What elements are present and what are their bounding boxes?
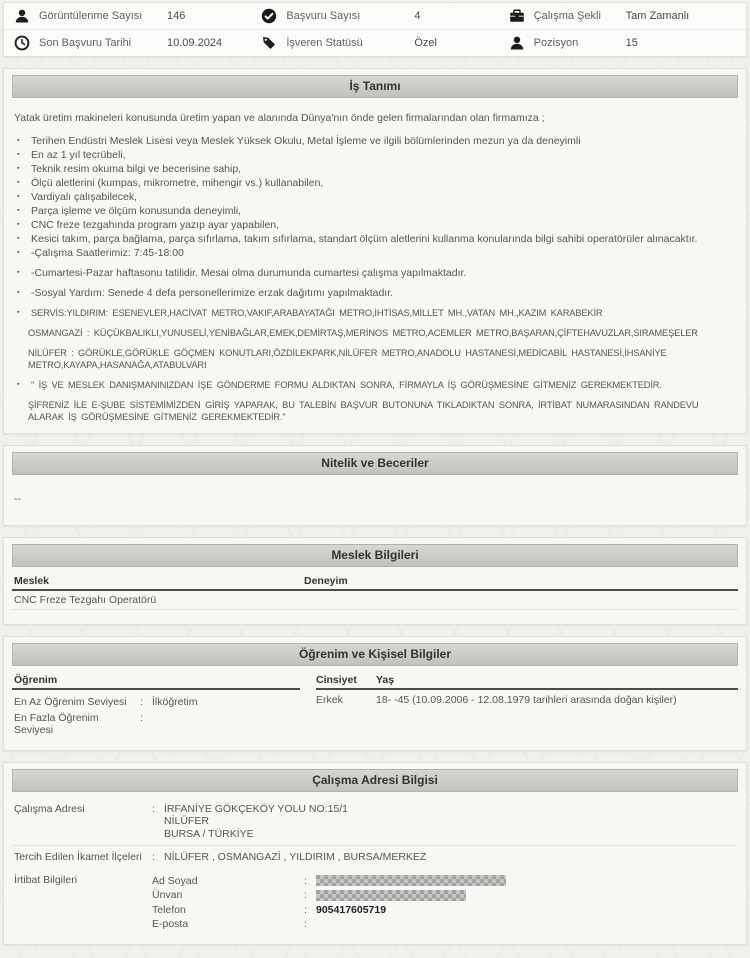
check-circle-icon <box>261 8 277 24</box>
job-item <box>14 177 736 189</box>
contact-field <box>152 917 736 932</box>
job-item-text: OSMANGAZİ : KÜÇÜKBALIKLI,YUNUSELİ,YENİBAĞLAR,EMEK,DEMİRTAŞ,MERİNOS METRO,ACEMLER METRO,BAŞARAN,ÇİFTEHAVUZLAR,SIRAMEŞELER <box>28 327 698 338</box>
address-row <box>12 846 738 869</box>
bullet-icon: ▪ <box>17 164 20 172</box>
redacted-value <box>316 875 506 886</box>
meslek-table-header <box>12 573 738 591</box>
job-item-text: Terihen Endüstri Meslek Lisesi veya Meslek Yüksek Okulu, Metal İşleme ve ilgili bölümlerinden mezun ya da deneyimli <box>31 134 581 147</box>
stat-value: 15 <box>625 37 638 49</box>
bullet-icon: ▪ <box>17 220 20 228</box>
stat-cell <box>4 3 251 29</box>
bullet-icon: ▪ <box>17 178 20 186</box>
colon: : <box>152 851 155 864</box>
stat-label: Çalışma Şekli <box>533 10 601 22</box>
person-icon <box>14 8 30 24</box>
bullet-icon: ▪ <box>17 136 20 144</box>
job-item-text: Vardiyalı çalışabilecek, <box>31 190 138 203</box>
bullet-icon: ▪ <box>17 150 20 158</box>
job-item <box>14 267 736 279</box>
job-item-text: -Çalışma Saatlerimiz: 7:45-18:00 <box>31 246 184 259</box>
job-item <box>14 247 736 259</box>
redacted-value <box>316 890 466 901</box>
contact-field-label: Telefon <box>152 903 186 916</box>
column-header-cinsiyet: Cinsiyet <box>316 673 357 686</box>
bullet-icon: ▪ <box>17 308 20 316</box>
column-header-meslek: Meslek <box>14 574 50 587</box>
ogrenim-left-block <box>12 672 316 738</box>
job-item-text: ŞİFRENİZ İLE E-ŞUBE SİSTEMİMİZDEN GİRİŞ YAPARAK, BU TALEBİN BAŞVUR BUTONUNA TIKLADIKTAN SONRA, İRTİBAT NUMARASINDAN RANDEVU ALARAK İŞ GÖRÜŞMESİNE GİTMENİZ GEREKMEKTEDİR." <box>28 399 699 422</box>
contact-field-value: 905417605719 <box>316 903 387 916</box>
colon: : <box>140 695 143 708</box>
address-line: NİLÜFER <box>164 815 209 828</box>
table-row <box>12 591 738 610</box>
bullet-icon: ▪ <box>17 192 20 200</box>
colon: : <box>140 711 143 724</box>
job-item <box>14 399 736 423</box>
stats-row-0 <box>4 3 746 30</box>
job-item <box>14 205 736 217</box>
section-title-adres: Çalışma Adresi Bilgisi <box>12 769 738 792</box>
job-item-text: " İŞ VE MESLEK DANIŞMANINIZDAN İŞE GÖNDERME FORMU ALDIKTAN SONRA, FİRMAYLA İŞ GÖRÜŞMESİNE GİTMENİZ GEREKMEKTEDİR. <box>31 379 662 390</box>
address-line: NİLÜFER , OSMANGAZİ , YILDIRIM , BURSA/MERKEZ <box>164 851 427 864</box>
section-meslek <box>3 537 747 625</box>
section-title-is-tanimi: İş Tanımı <box>12 75 738 98</box>
colon: : <box>152 802 155 815</box>
meslek-cell: CNC Freze Tezgahı Operatörü <box>14 593 157 606</box>
tag-icon <box>261 35 277 51</box>
contact-field <box>152 888 736 903</box>
ogrenim-rows <box>12 694 300 738</box>
stat-label: Başvuru Sayısı <box>286 10 361 22</box>
section-adres <box>3 762 747 945</box>
ogrenim-row-label: En Fazla Öğrenim Seviyesi <box>14 711 99 736</box>
job-item <box>14 163 736 175</box>
nitelik-content: -- <box>14 492 21 505</box>
age-range-value: 18- -45 (10.09.2006 - 12.08.1979 tarihleri arasında doğan kişiler) <box>376 693 677 706</box>
address-row-value <box>164 803 736 841</box>
stat-cell <box>499 30 746 56</box>
job-item <box>14 307 736 319</box>
adres-rows <box>12 798 738 869</box>
stat-cell <box>251 30 498 56</box>
contact-field-label: Ad Soyad <box>152 874 198 887</box>
address-row-label: Tercih Edilen İkamet İlçeleri <box>14 851 142 864</box>
job-item <box>14 149 736 161</box>
job-description-intro: Yatak üretim makineleri konusunda üretim yapan ve alanında Dünya'nın önde gelen firmalarından olan firmamıza ; <box>14 112 545 124</box>
stat-value: 146 <box>167 10 186 22</box>
job-item-text: En az 1 yıl tecrübeli, <box>31 148 126 161</box>
ogrenim-row-label: En Az Öğrenim Seviyesi <box>14 695 127 708</box>
job-item <box>14 191 736 203</box>
bullet-icon: ▪ <box>17 234 20 242</box>
section-title-nitelik: Nitelik ve Beceriler <box>12 452 738 475</box>
stat-label: Pozisyon <box>533 37 579 49</box>
address-row-value <box>164 851 736 864</box>
colon: : <box>304 889 307 902</box>
job-items <box>14 135 736 423</box>
job-item <box>14 327 736 339</box>
ogrenim-row-value: İlköğretim <box>152 695 198 708</box>
stat-label: Görüntülenme Sayısı <box>39 10 143 22</box>
stats-row-1 <box>4 30 746 56</box>
stat-value: Özel <box>414 37 437 49</box>
column-header-yas: Yaş <box>376 673 395 686</box>
section-ogrenim <box>3 636 747 751</box>
job-item <box>14 233 736 245</box>
contact-field <box>152 903 736 918</box>
stat-cell <box>251 3 498 29</box>
colon: : <box>304 874 307 887</box>
stat-value: 10.09.2024 <box>167 37 223 49</box>
job-item <box>14 347 736 371</box>
column-header-deneyim: Deneyim <box>304 574 348 587</box>
contact-fields <box>152 874 736 932</box>
contact-row <box>12 869 738 940</box>
contact-field-label: E-posta <box>152 918 189 931</box>
address-row-label: Çalışma Adresi <box>14 802 85 815</box>
ogrenim-row <box>12 710 300 738</box>
job-item-text: -Cumartesi-Pazar haftasonu tatilidir. Mesai olma durumunda cumartesi çalışma yapılmaktadır. <box>31 266 467 279</box>
stat-value: 4 <box>414 10 421 22</box>
briefcase-icon <box>509 8 525 24</box>
contact-field-label: Ünvan <box>152 889 183 902</box>
job-item <box>14 219 736 231</box>
job-item <box>14 379 736 391</box>
meslek-rows <box>12 591 738 610</box>
section-title-meslek: Meslek Bilgileri <box>12 544 738 567</box>
bullet-icon: ▪ <box>17 380 20 388</box>
bullet-icon: ▪ <box>17 206 20 214</box>
contact-field <box>152 874 736 889</box>
contact-row-label: İrtibat Bilgileri <box>14 873 78 886</box>
colon: : <box>304 918 307 931</box>
stat-cell <box>499 3 746 29</box>
ogrenim-row <box>12 694 300 710</box>
section-title-ogrenim: Öğrenim ve Kişisel Bilgiler <box>12 643 738 666</box>
stat-label: Son Başvuru Tarihi <box>39 37 132 49</box>
person-icon <box>509 35 525 51</box>
job-item-text: SERVİS:YILDIRIM: ESENEVLER,HACİVAT METRO,VAKIF,ARABAYATAĞI METRO,İHTİSAS,MİLLET MH.,VATAN MH.,KAZIM KARABEKİR <box>31 307 603 318</box>
stat-cell <box>4 30 251 56</box>
stat-value: Tam Zamanlı <box>625 10 690 22</box>
bullet-icon: ▪ <box>17 288 20 296</box>
job-item-text: Ölçü aletlerini (kumpas, mikrometre, mihengir vs.) kullanabilen, <box>31 176 324 189</box>
job-item <box>14 287 736 299</box>
bullet-icon: ▪ <box>17 268 20 276</box>
address-row <box>12 798 738 847</box>
stat-label: İşveren Statüsü <box>286 37 363 49</box>
job-item-text: Kesici takım, parça bağlama, parça sıfırlama, takım sıfırlama, standart ölçüm aletlerini kullanma konularında bilgi sahibi operatörüler alınacaktır. <box>31 232 698 245</box>
section-is-tanimi <box>3 68 747 434</box>
job-item <box>14 135 736 147</box>
stats-panel <box>3 2 747 57</box>
job-item-text: Parça işleme ve ölçüm konusunda deneyimli, <box>31 204 242 217</box>
job-item-text: NİLÜFER : GÖRÜKLE,GÖRÜKLE GÖÇMEN KONUTLARI,ÖZDİLEKPARK,NİLÜFER METRO,ANADOLU HASTANESİ,MEDİCABİL HASTANESİ,İHSANİYE METRO,KAYAPA,HASANAĞA,ATABULVARI <box>28 347 667 370</box>
job-item-text: -Sosyal Yardım: Senede 4 defa personellerimize erzak dağıtımı yapılmaktadır. <box>31 286 394 299</box>
section-nitelik <box>3 445 747 526</box>
job-item-text: CNC freze tezgahında program yazıp ayar yapabilen, <box>31 218 280 231</box>
address-line: BURSA / TÜRKİYE <box>164 827 254 840</box>
clock-icon <box>14 35 30 51</box>
ogrenim-left-header: Öğrenim <box>12 672 300 690</box>
job-item-text: Teknik resim okuma bilgi ve becerisine sahip, <box>31 162 242 175</box>
gender-value: Erkek <box>316 693 343 706</box>
address-line: İRFANİYE GÖKÇEKÖY YOLU NO:15/1 <box>164 802 349 815</box>
bullet-icon: ▪ <box>17 248 20 256</box>
ogrenim-right-block <box>316 672 738 738</box>
colon: : <box>304 903 307 916</box>
